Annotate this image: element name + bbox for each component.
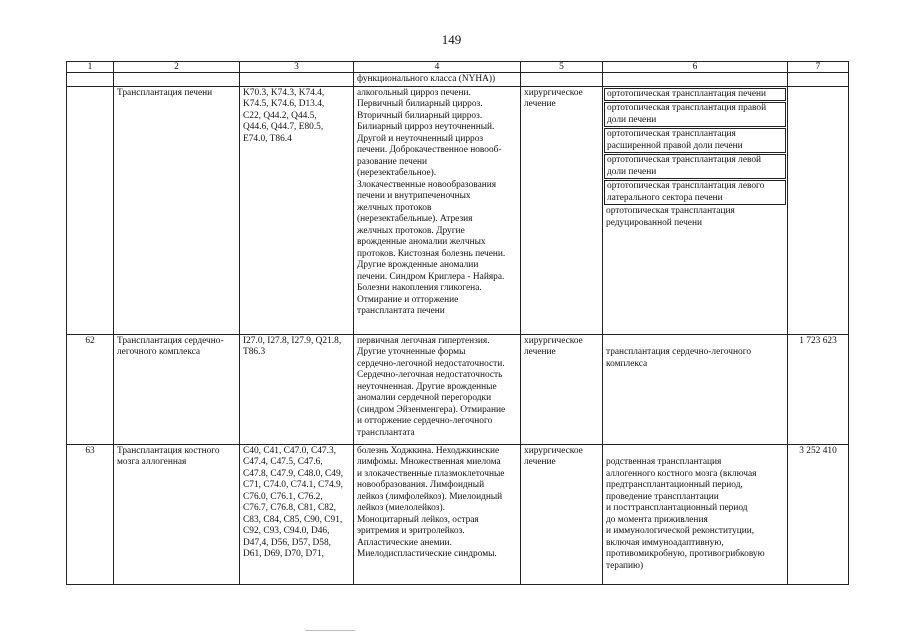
amount: 3 252 410 (788, 444, 849, 584)
scan-artifact-line (305, 630, 355, 631)
page-number: 149 (441, 32, 462, 47)
column-number: 6 (603, 62, 788, 73)
amount (788, 86, 849, 334)
row-number (67, 86, 114, 334)
service-name (114, 73, 240, 87)
column-number: 5 (521, 62, 603, 73)
treatment-methods (603, 444, 788, 584)
condition-description: алкогольный цирроз печени. Первичный билиарный цирроз. Вторичный билиарный цирроз. Билиарный цирроз неуточненный. Другой и неуточненный цирроз печени. Доброкачественное новооб- разование печени (нерезектабельное). Злокачественные новообразования печени и внутрипеченочных желчных протоков (нерезектабельные). Атрезия желчных протоков. Другие врожденные аномалии желчных протоков. Кистозная болезнь печени. Другие врожденные аномалии печени. Синдром Криглера - Найяра. Болезни накопления гликогена. Отмирание и отторжение трансплантата печени (354, 86, 521, 334)
service-name: Трансплантация печени (114, 86, 240, 334)
method-item: ортотопическая трансплантация печени (604, 88, 786, 102)
method-item: ортотопическая трансплантация правой доли печени (604, 102, 786, 127)
amount: 1 723 623 (788, 334, 849, 444)
method-item: ортотопическая трансплантация расширенной правой доли печени (604, 128, 786, 153)
diagnosis-codes: I27.0, I27.8, I27.9, Q21.8, T86.3 (240, 334, 354, 444)
method-item: ортотопическая трансплантация левого латерального сектора печени (604, 180, 786, 205)
diagnosis-codes: K70.3, K74.3, K74.4, K74.5, K74.6, D13.4, C22, Q44.2, Q44.5, Q44.6, Q44.7, E80.5, E74.0, T86.4 (240, 86, 354, 334)
table-row (67, 334, 849, 444)
condition-description: болезнь Ходжкина. Неходжкинские лимфомы. Множественная миелома и злокачественные плазмоклеточные новообразования. Лимфоидный лейкоз (лимфолейкоз). Миелоидный лейкоз (миелолейкоз). Моноцитарный лейкоз, острая эритремия и эритролейкоз. Апластические анемии. Миелодиспластические синдромы. (354, 444, 521, 584)
services-table (66, 61, 849, 585)
column-number: 7 (788, 62, 849, 73)
treatment-methods (603, 73, 788, 87)
treatment-type (521, 73, 603, 87)
treatment-type: хирургическое лечение (521, 444, 603, 584)
table-row (67, 86, 849, 334)
method-item: родственная трансплантация аллогенного костного мозга (включая предтрансплантационный период, проведение трансплантации и посттрансплантационный период до момента приживления и иммунологической реконституции, включая иммуноадаптивную, противомикробную, противогрибковую терапию) (606, 457, 765, 571)
row-number: 63 (67, 444, 114, 584)
method-item: ортотопическая трансплантация редуцированной печени (606, 206, 735, 228)
column-number: 3 (240, 62, 354, 73)
service-name: Трансплантация костного мозга аллогенная (114, 444, 240, 584)
row-number: 62 (67, 334, 114, 444)
method-item: трансплантация сердечно-легочного комплекса (606, 347, 752, 369)
treatment-methods (603, 334, 788, 444)
row-number (67, 73, 114, 87)
column-number: 2 (114, 62, 240, 73)
amount (788, 73, 849, 87)
diagnosis-codes: C40, C41, C47.0, C47.3, C47.4, C47.5, C47.6, C47.8, C47.9, C48.0, C49, C71, C74.0, C74.1, C74.9, C76.0, C76.1, C76.2, C76.7, C76.8, C81, C82, C83, C84, C85, C90, C91, C92, C93, C94.0, D46, D47,4, D56, D57, D58, D61, D69, D70, D71, (240, 444, 354, 584)
condition-description: функционального класса (NYHA)) (354, 73, 521, 87)
treatment-type: хирургическое лечение (521, 334, 603, 444)
table-row (67, 444, 849, 584)
service-name: Трансплантация сердечно- легочного комплекса (114, 334, 240, 444)
column-number-row (67, 62, 849, 73)
column-number: 1 (67, 62, 114, 73)
condition-description: первичная легочная гипертензия. Другие уточненные формы сердечно-легочной недостаточности. Сердечно-легочная недостаточность неуточненная. Другие врожденные аномалии сердечной перегородки (синдром Эйзенменгера). Отмирание и отторжение сердечно-легочного трансплантата (354, 334, 521, 444)
treatment-type: хирургическое лечение (521, 86, 603, 334)
table-row (67, 73, 849, 87)
method-item: ортотопическая трансплантация левой доли печени (604, 154, 786, 179)
treatment-methods (603, 86, 788, 334)
diagnosis-codes (240, 73, 354, 87)
column-number: 4 (354, 62, 521, 73)
